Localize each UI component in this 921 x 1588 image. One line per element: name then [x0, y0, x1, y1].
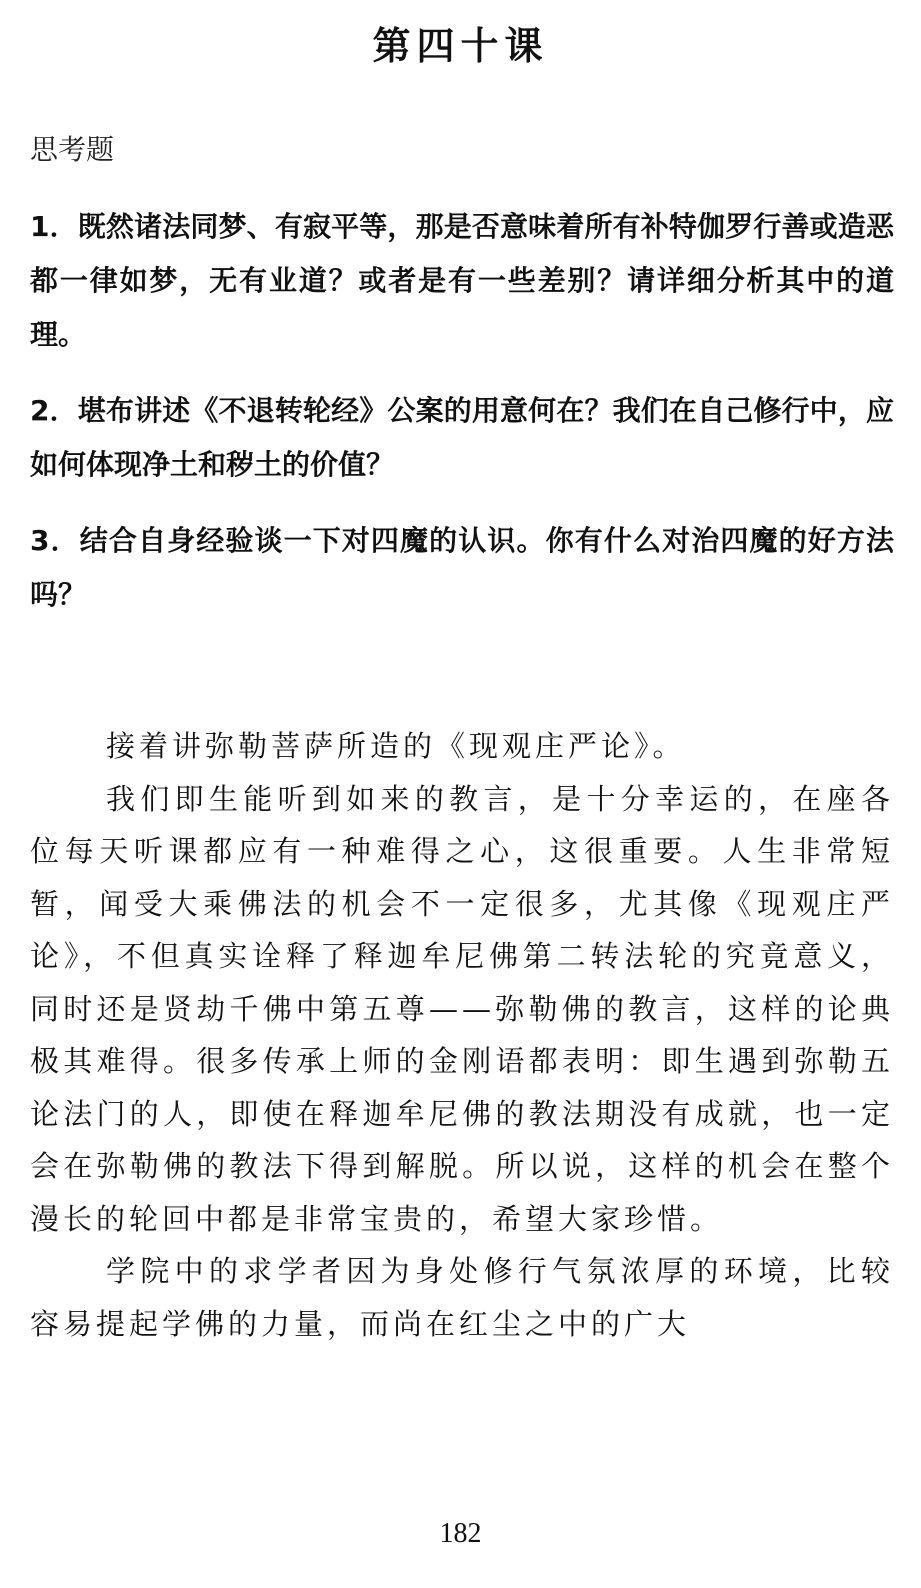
question-item: 2．堪布讲述《不退转轮经》公案的用意何在？我们在自己修行中，应如何体现净土和秽土的价值？ [30, 394, 894, 481]
section-label: 思考题 [30, 133, 115, 166]
lesson-title: 第四十课 [372, 24, 549, 68]
body-paragraph: 我们即生能听到如来的教言，是十分幸运的，在座各位每天听课都应有一种难得之心，这很重要。人生非常短暂，闻受大乘佛法的机会不一定很多，尤其像《现观庄严论》，不但真实诠释了释迦牟尼佛第二转法轮的究竟意义，同时还是贤劫千佛中第五尊——弥勒佛的教言，这样的论典极其难得。很多传承上师的金刚语都表明：即生遇到弥勒五论法门的人，即使在释迦牟尼佛的教法期没有成就，也一定会在弥勒佛的教法下得到解脱。所以说，这样的机会在整个漫长的轮回中都是非常宝贵的，希望大家珍惜。 [30, 781, 894, 1236]
question-item: 1．既然诸法同梦、有寂平等，那是否意味着所有补特伽罗行善或造恶都一律如梦，无有业道？或者是有一些差别？请详细分析其中的道理。 [30, 210, 894, 351]
body-paragraph: 接着讲弥勒菩萨所造的《现观庄严论》。 [106, 729, 686, 763]
lecture-body [30, 720, 894, 1350]
question-list [30, 200, 894, 644]
page-number: 182 [439, 1518, 482, 1549]
body-paragraph: 学院中的求学者因为身处修行气氛浓厚的环境，比较容易提起学佛的力量，而尚在红尘之中的广大 [30, 1254, 894, 1341]
question-item: 3．结合自身经验谈一下对四魔的认识。你有什么对治四魔的好方法吗？ [30, 524, 894, 611]
